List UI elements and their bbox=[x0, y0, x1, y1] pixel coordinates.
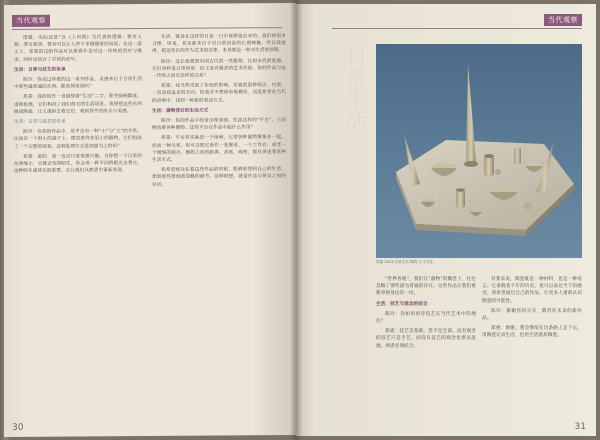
section-heading: 生活：日常与技艺的传承 bbox=[14, 67, 66, 73]
body-paragraph: 陈玲：在你的作品中，似乎总有一种“小”与“大”的关系。比如在一个很小的盘子上，摆放着许多更小的器物，它们组成了一个完整的场景。这种处理方式是刻意为之的吗？ bbox=[14, 129, 142, 150]
section-heading: 生活：器物背后的生活方式 bbox=[152, 108, 209, 114]
photo-caption: 郑重 2013 日常生活 陶瓷 尺寸可变 bbox=[376, 260, 433, 264]
text-column-3 bbox=[376, 276, 476, 426]
body-paragraph: 生活，就是在这样的日复一日中被塑造出来的。我们的很多习惯、审美，其实都来自于对日常用品的长期接触。所以我觉得，把这些东西作为艺术的对象，本身就是一种对生活的致敬。 bbox=[152, 34, 286, 55]
body-paragraph: 郑重：技艺是基础，但不是全部。没有观念的技艺只是手艺，而没有技艺的观念也难以落地。两者必须结合。 bbox=[376, 329, 476, 349]
page-number: 31 bbox=[574, 422, 586, 432]
page-number: 30 bbox=[12, 422, 24, 433]
body-paragraph: 陈玲：你如何看待技艺在当代艺术中的地位？ bbox=[376, 311, 476, 325]
body-paragraph: 陈玲：这让我想到中国古代的一些器物，比如宋代的瓷器，它们同样是日常所用，但又具有极高的艺术价值。你的作品与这一传统之间有怎样的关系？ bbox=[152, 58, 286, 80]
header-rule bbox=[332, 28, 582, 29]
text-column-4 bbox=[482, 276, 582, 426]
body-paragraph: 郑重：我当然受到了传统的影响。宋瓷的那种简洁、内敛，一直是我追求的方向。但我并不想简单地模仿，而是希望在当代的语境中，找到一种新的表达方式。 bbox=[152, 83, 286, 104]
section-label: 当代观察 bbox=[12, 15, 50, 27]
section-label: 当代观察 bbox=[544, 14, 582, 26]
body-paragraph: 郑重：我的创作一直围绕着“生活”二字。那些锅碗瓢盆、桌椅板凳，它们构成了我们每天的生活场景。我想把这些东西做成陶瓷，让人重新去看它们，看到其中的形式与美感。 bbox=[14, 94, 142, 115]
body-paragraph: 逻辑，实际还是“以《上河图》为代表的逻辑：要有人物、要有故事，要有可以让人停下来慢慢看的场景。在这一意义上，郑重的这组作品可以被看作是对这一传统的回应与继承，同时也包含了对其的改写。 bbox=[14, 35, 142, 63]
book-gutter bbox=[290, 0, 302, 440]
watermark-text: 日常生活 bbox=[342, 44, 367, 132]
section-heading: 生活：技艺与观念的结合 bbox=[376, 301, 428, 307]
body-paragraph: 郑重：谢谢。我会继续在这条路上走下去，用陶瓷记录生活，也用生活滋养陶瓷。 bbox=[482, 326, 582, 339]
section-heading: 生活：日常与技艺的传承 bbox=[14, 119, 66, 125]
body-paragraph: 郑重：平台其实就是一个场域，它把各种器物聚集在一起，形成一种关系。你可以把它看作一张餐桌、一个工作台，或者一个微缩的城市。器物之间的距离、高低、疏密，都在讲述着某种生活方式。 bbox=[152, 135, 286, 164]
header-rule bbox=[12, 27, 282, 30]
body-paragraph: 陈玲：你说过你做的这一系列作品，灵感来自于日常生活中那些最普通的东西。能具体谈谈吗？ bbox=[14, 77, 142, 91]
jar bbox=[484, 156, 494, 176]
body-paragraph: 郑重：是的。我一直对尺度很感兴趣。当你把一个日常的东西缩小，它就会变得陌生，你会用一种不同的眼光去看它。这种陌生感其实很重要，它让我们从熟悉中重新发现。 bbox=[14, 153, 142, 175]
body-paragraph: “世界各地”，我们在“器物”的概念上，往往忽略了那些最为普通的存在。这些作品让我们重新审视身边的一切。 bbox=[376, 277, 476, 297]
text-column-1 bbox=[14, 34, 142, 427]
text-column-2 bbox=[152, 33, 286, 426]
right-page bbox=[296, 4, 596, 436]
body-paragraph: 陈玲：你的作品中经常出现桌面、托盘这样的“平台”，上面摆放着各种器物。这些平台在作品中起什么作用？ bbox=[152, 118, 286, 132]
ceramic-installation-image bbox=[376, 44, 582, 258]
artwork-photo bbox=[376, 44, 582, 258]
body-paragraph: 我希望观众在看这些作品的时候，能够联想到自己的生活，想到那些曾经被忽略的细节。这种联想，就是作品与观众之间的对话。 bbox=[152, 167, 286, 188]
tall-horn-vessel bbox=[466, 64, 476, 164]
left-page bbox=[4, 3, 296, 437]
body-paragraph: 陈玲：谢谢你的分享，期待你未来的新作品。 bbox=[482, 308, 582, 322]
body-paragraph: 对我来说，陶瓷既是一种材料，也是一种语言。它承载着千年的历史，也可以表达当下的感受。我希望通过自己的作品，让更多人重新认识陶瓷的可能性。 bbox=[482, 277, 582, 304]
